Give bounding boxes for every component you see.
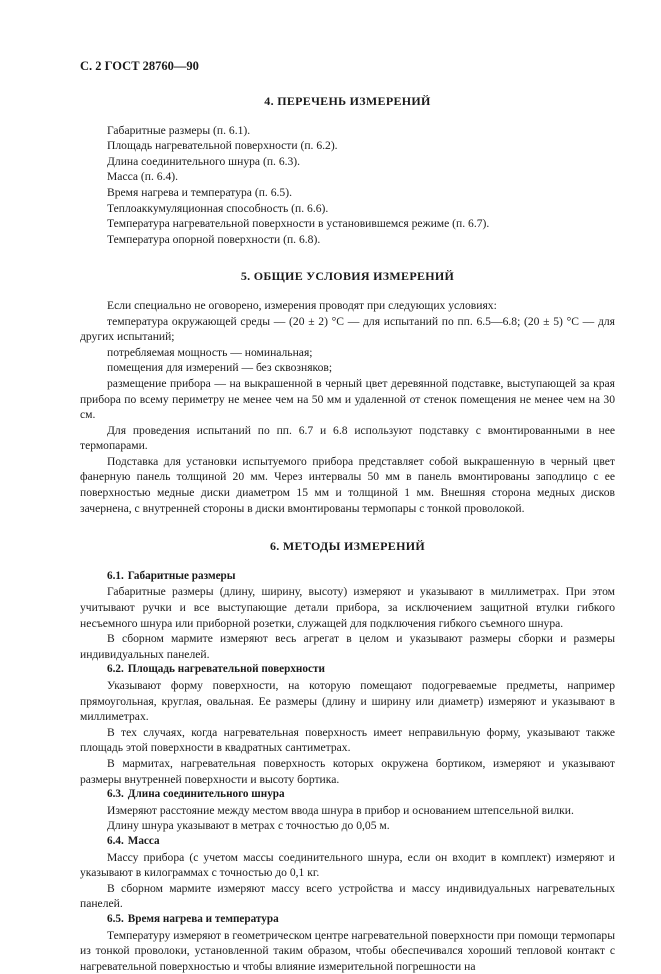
condition-item: потребляемая мощность — номинальная; <box>80 345 615 361</box>
paragraph: Указывают форму поверхности, на которую помещают подогреваемые предметы, например прямоугольная, круглая, овальная. Ее размеры (длину и ширину или диаметр) измеряют и указывают в миллиметрах. <box>80 678 615 725</box>
section-4-list <box>80 123 615 248</box>
condition-item: температура окружающей среды — (20 ± 2) °С — для испытаний по пп. 6.5—6.8; (20 ± 5) °С — для других испытаний; <box>80 314 615 345</box>
list-item: Масса (п. 6.4). <box>80 169 615 185</box>
section-5-title: 5. ОБЩИЕ УСЛОВИЯ ИЗМЕРЕНИЙ <box>80 269 615 285</box>
list-item: Длина соединительного шнура (п. 6.3). <box>80 154 615 170</box>
paragraph: Измеряют расстояние между местом ввода шнура в прибор и основанием штепсельной вилки. <box>80 803 615 819</box>
subsection-number: 6.3. <box>107 788 124 800</box>
paragraph: Длину шнура указывают в метрах с точностью до 0,05 м. <box>80 818 615 834</box>
list-item: Теплоаккумуляционная способность (п. 6.6). <box>80 201 615 217</box>
paragraph: Габаритные размеры (длину, ширину, высоту) измеряют и указывают в миллиметрах. При этом учитывают ручки и все выступающие детали прибора, за исключением защитной втулки гибкого несъемного шнура или приборной розетки, служащей для подключения гибкого съемного шнура. <box>80 584 615 631</box>
paragraph: Температуру измеряют в геометрическом центре нагревательной поверхности при помощи термопары из тонкой проволоки, установленной таким образом, чтобы обеспечивался хороший тепловой контакт с нагревательной поверхностью и чтобы влияние измерительной погрешности на <box>80 928 615 974</box>
condition-item: помещения для измерений — без сквозняков; <box>80 360 615 376</box>
list-item: Время нагрева и температура (п. 6.5). <box>80 185 615 201</box>
subsection-number: 6.4. <box>107 835 124 847</box>
list-item: Площадь нагревательной поверхности (п. 6.2). <box>80 138 615 154</box>
section-6-title: 6. МЕТОДЫ ИЗМЕРЕНИЙ <box>80 539 615 555</box>
condition-item: размещение прибора — на выкрашенной в черный цвет деревянной подставке, выступающей за края прибора по всему периметру не менее чем на 50 мм и удаленной от стенок помещения не менее чем на 30 см. <box>80 376 615 423</box>
subsection-6-2-heading <box>80 662 615 678</box>
subsection-number: 6.5. <box>107 913 124 925</box>
paragraph: В сборном мармите измеряют массу всего устройства и массу индивидуальных нагревательных панелей. <box>80 881 615 912</box>
subsection-title: Масса <box>128 835 160 847</box>
paragraph: Массу прибора (с учетом массы соединительного шнура, если он входит в комплект) измеряют и указывают в килограммах с точностью до 0,1 кг. <box>80 850 615 881</box>
paragraph: В тех случаях, когда нагревательная поверхность имеет неправильную форму, указывают также площадь этой поверхности в квадратных сантиметрах. <box>80 725 615 756</box>
section-5-paragraph: Подставка для установки испытуемого прибора представляет собой выкрашенную в черный цвет фанерную панель толщиной 20 мм. Через интервалы 50 мм в панель вмонтированы заподлицо с ее поверхностью медные диски диаметром 15 мм и толщиной 1 мм. Внешняя сторона медных дисков зачернена, с внутренней стороны в диски вмонтированы термопары с тонкой проволокой. <box>80 454 615 516</box>
subsection-6-1-heading <box>80 569 615 585</box>
subsection-title: Длина соединительного шнура <box>128 788 285 800</box>
document-body <box>80 94 615 974</box>
subsection-title: Площадь нагревательной поверхности <box>128 663 325 675</box>
subsection-title: Габаритные размеры <box>128 570 236 582</box>
subsection-6-4-heading <box>80 834 615 850</box>
paragraph: В мармитах, нагревательная поверхность которых окружена бортиком, измеряют и указывают размеры внутренней поверхности и высоту бортика. <box>80 756 615 787</box>
subsection-number: 6.1. <box>107 570 124 582</box>
subsection-6-3-heading <box>80 787 615 803</box>
list-item: Температура нагревательной поверхности в установившемся режиме (п. 6.7). <box>80 216 615 232</box>
subsection-title: Время нагрева и температура <box>128 913 279 925</box>
paragraph: В сборном мармите измеряют весь агрегат в целом и указывают размеры сборки и размеры индивидуальных панелей. <box>80 631 615 662</box>
page-header: С. 2 ГОСТ 28760—90 <box>80 59 199 75</box>
subsection-number: 6.2. <box>107 663 124 675</box>
subsection-6-5-heading <box>80 912 615 928</box>
section-4-title: 4. ПЕРЕЧЕНЬ ИЗМЕРЕНИЙ <box>80 94 615 110</box>
list-item: Габаритные размеры (п. 6.1). <box>80 123 615 139</box>
section-5-intro: Если специально не оговорено, измерения проводят при следующих условиях: <box>80 298 615 314</box>
section-5-paragraph: Для проведения испытаний по пп. 6.7 и 6.8 используют подставку с вмонтированными в нее термопарами. <box>80 423 615 454</box>
list-item: Температура опорной поверхности (п. 6.8). <box>80 232 615 248</box>
